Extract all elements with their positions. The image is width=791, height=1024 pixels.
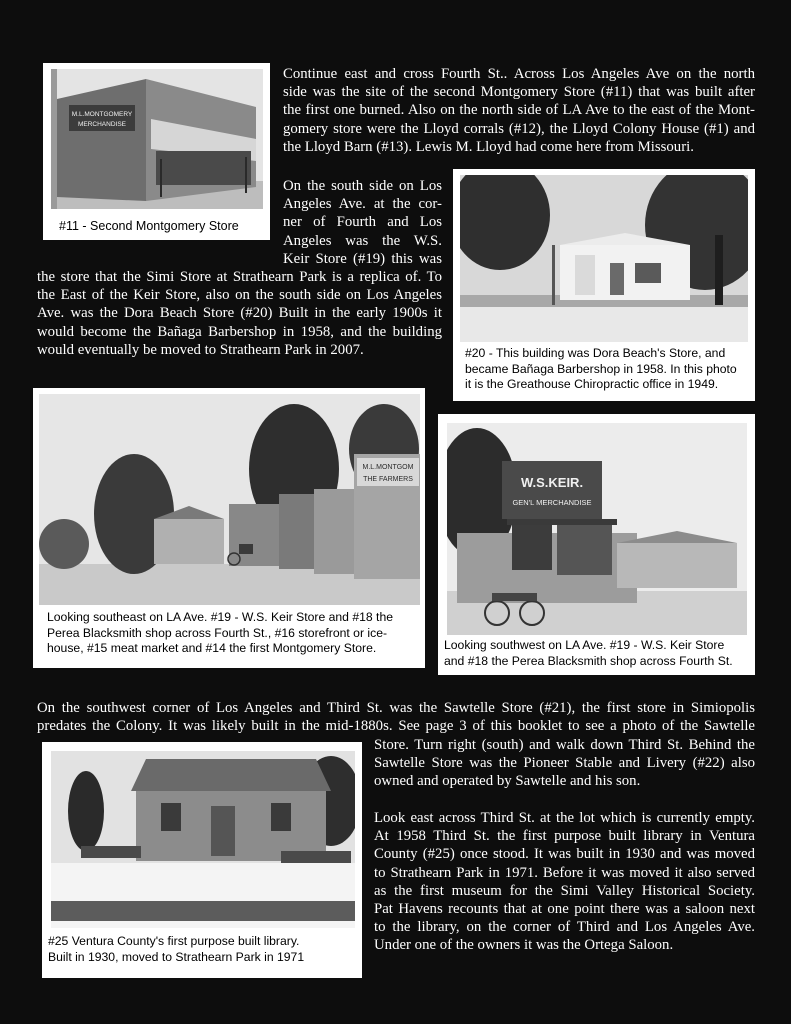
caption-line: #25 Ventura County's first purpose built library. [48, 934, 300, 948]
sign-text-keir: W.S.KEIR. [520, 475, 584, 490]
text-line: Ave. was the Dora Beach Store (#20) Built in the early 1900s it [37, 305, 442, 322]
photo-caption [465, 346, 753, 393]
text-line: to the library, on the corner of Third and Los Angeles Ave. [374, 919, 755, 936]
text-line: predates the Colony. It was likely built in the mid-1880s. See page 3 of this booklet to see a photo of the Sawtelle [37, 718, 755, 735]
text-line: side was the site of the second Montgomery Store (#11) that was built after [283, 84, 755, 101]
text-line: gomery store were the Lloyd corrals (#12), the Lloyd Colony House (#1) and [283, 120, 755, 137]
photo-frame-second-montgomery-store [43, 63, 270, 240]
sign-text-farmers: THE FARMERS [363, 476, 413, 483]
photo-ventura-county-library [51, 751, 355, 928]
text-line: the East of the Keir Store, also on the south side on Los Angeles [37, 287, 442, 304]
text-line: Angeles was the W.S. [283, 232, 442, 249]
photo-frame-library [42, 742, 362, 978]
text-line: the first one burned. Also on the north side of LA Ave to the east of the Mont- [283, 102, 755, 119]
text-line: would become the Bañaga Barbershop in 1958, and the building [37, 323, 442, 340]
text-line: Under one of the owners it was the Ortega Saloon. [374, 937, 674, 954]
text-line: At 1958 Third St. the first purpose built library in Ventura [374, 828, 755, 845]
paragraph-montgomery-store [283, 65, 755, 156]
photo-caption [47, 610, 425, 657]
photo-dora-beach-store [460, 175, 748, 342]
text-line: to Strathearn Park in 1971. Before it was moved it also served [374, 864, 755, 881]
text-line: Sawtelle Store was the Pioneer Stable and Livery (#22) also [374, 755, 755, 772]
paragraph-keir-store-continued [37, 268, 442, 359]
photo-caption: #11 - Second Montgomery Store [59, 219, 239, 233]
photo-second-montgomery-store [51, 69, 263, 209]
caption-line: house, #15 meat market and #14 the first Montgomery Store. [47, 641, 377, 655]
text-line: the Lloyd Barn (#13). Lewis M. Lloyd had come here from Missouri. [283, 138, 694, 155]
text-line: would eventually be moved to Strathearn Park in 2007. [37, 341, 364, 358]
text-line: On the south side on Los [283, 178, 442, 194]
sign-text-merchandise: MERCHANDISE [77, 121, 127, 128]
text-line: owned and operated by Sawtelle and his son. [374, 773, 641, 790]
paragraph-sawtelle-store [37, 699, 755, 735]
text-line: Look east across Third St. at the lot which is currently empty. [374, 810, 755, 826]
photo-looking-southeast [39, 394, 420, 605]
text-line: Store. Turn right (south) and walk down Third St. Behind the [374, 737, 755, 753]
caption-line: and #18 the Perea Blacksmith shop across Fourth St. [444, 653, 733, 668]
photo-caption [48, 934, 364, 965]
text-line: Pat Havens recounts that at one point there was a saloon next [374, 901, 755, 918]
caption-line: Perea Blacksmith shop across Fourth St., #16 storefront or ice- [47, 625, 388, 640]
text-line: Keir Store (#19) this was [283, 250, 442, 267]
photo-frame-dora-beach-store [453, 169, 755, 401]
sign-text-montgomery: M.L.MONTGOMERY [71, 111, 133, 118]
paragraph-sawtelle-store-continued [374, 736, 755, 791]
caption-line: Looking southeast on LA Ave. #19 - W.S. Keir Store and #18 the [47, 610, 393, 624]
photo-caption [444, 638, 760, 669]
text-line: County (#25) once stood. It was built in 1930 and was moved [374, 846, 755, 863]
photo-looking-southwest [447, 423, 747, 635]
paragraph-keir-store-intro [283, 177, 442, 268]
sign-text-merchandise: GEN'L MERCHANDISE [512, 498, 592, 507]
caption-line: Built in 1930, moved to Strathearn Park in 1971 [48, 949, 305, 964]
paragraph-library [374, 809, 755, 955]
text-line: On the southwest corner of Los Angeles and Third St. was the Sawtelle Store (#21), the first store in Simiopolis [37, 700, 755, 716]
caption-line: became Bañaga Barbershop in 1958. In this photo [465, 361, 737, 376]
caption-line: it is the Greathouse Chiropractic office in 1949. [465, 377, 719, 391]
text-line: as the first museum for the Simi Valley Historical Society. [374, 882, 755, 899]
text-line: Angeles Ave. at the cor- [283, 196, 442, 213]
caption-line: #20 - This building was Dora Beach's Store, and [465, 346, 726, 360]
sign-text-montgomery: M.L.MONTGOM [362, 464, 414, 471]
caption-line: Looking southwest on LA Ave. #19 - W.S. Keir Store [444, 638, 725, 652]
photo-frame-looking-southwest [438, 414, 755, 675]
text-line: Continue east and cross Fourth St.. Across Los Angeles Ave on the north [283, 66, 755, 82]
text-line: ner of Fourth and Los [283, 214, 442, 231]
photo-frame-looking-southeast [33, 388, 425, 668]
text-line: the store that the Simi Store at Strathearn Park is a replica of. To [37, 269, 442, 285]
